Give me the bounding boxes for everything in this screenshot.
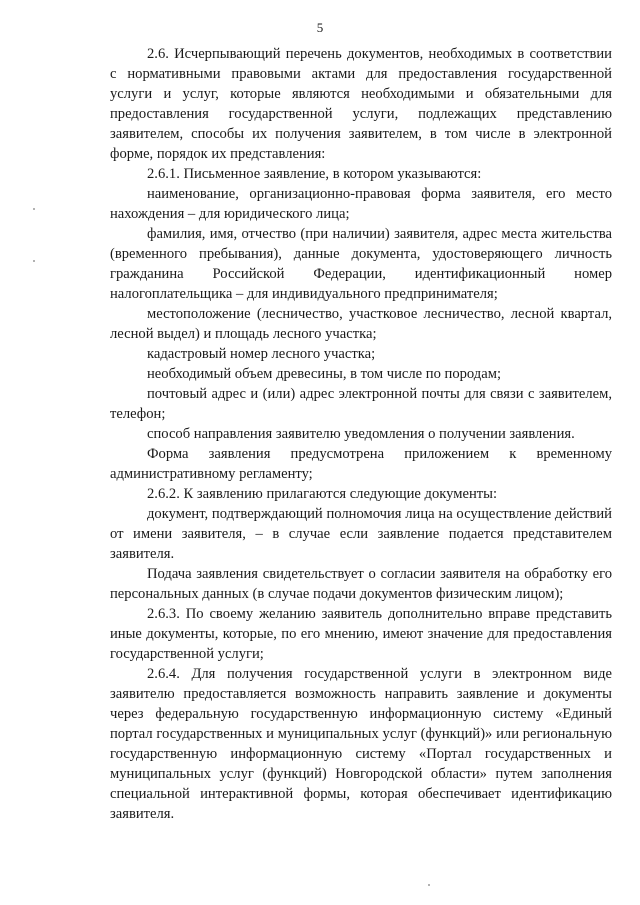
list-item-legal-entity: наименование, организационно-правовая форма заявителя, его место нахождения – для юридического лица; [110,186,612,222]
list-item-wood-volume: необходимый объем древесины, в том числе по породам; [147,366,502,382]
paragraph-form-appendix: Форма заявления предусмотрена приложением к временному административному регламенту; [110,446,612,482]
list-item-location: местоположение (лесничество, участковое лесничество, лесной квартал, лесной выдел) и площадь лесного участка; [110,306,612,342]
paragraph-2-6-3: 2.6.3. По своему желанию заявитель дополнительно вправе представить иные документы, которые, по его мнению, имеют значение для предоставления государственной услуги; [110,606,612,662]
scan-speck [33,208,35,210]
paragraph-2-6-4: 2.6.4. Для получения государственной услуги в электронном виде заявителю предоставляется возможность направить заявление и документы через федеральную государственную информационную систему «Единый портал государственных и муниципальных услуг (функций)» или региональную государственную информационную систему «Портал государственных и муниципальных услуг (функций) Новгородской области» путем заполнения специальной интерактивной формы, которая обеспечивает идентификацию заявителя. [110,666,612,822]
paragraph-2-6-1: 2.6.1. Письменное заявление, в котором указываются: [147,166,482,182]
list-item-entrepreneur: фамилия, имя, отчество (при наличии) заявителя, адрес места жительства (временного пребывания), данные документа, удостоверяющего личность гражданина Российской Федерации, идентификационный номер налогоплательщика – для индивидуального предпринимателя; [110,226,612,302]
paragraph-personal-data-consent: Подача заявления свидетельствует о согласии заявителя на обработку его персональных данных (в случае подачи документов физическим лицом); [110,566,612,602]
document-body [110,44,612,824]
paragraph-2-6-2: 2.6.2. К заявлению прилагаются следующие документы: [147,486,498,502]
list-item-power-of-attorney: документ, подтверждающий полномочия лица на осуществление действий от имени заявителя, – в случае если заявление подается представителем заявителя. [110,506,612,562]
scan-speck [428,884,430,886]
list-item-notification-method: способ направления заявителю уведомления о получении заявления. [147,426,575,442]
paragraph-2-6: 2.6. Исчерпывающий перечень документов, необходимых в соответствии с нормативными правовыми актами для предоставления государственной услуги и услуг, которые являются необходимыми и обязательными для предоставления государственной услуги, подлежащих представлению заявителем, способы их получения заявителем, в том числе в электронной форме, порядок их представления: [110,46,612,162]
list-item-contact-address: почтовый адрес и (или) адрес электронной почты для связи с заявителем, телефон; [110,386,612,422]
scan-speck [33,260,35,262]
page-number: 5 [316,20,324,35]
list-item-cadastral-number: кадастровый номер лесного участка; [147,346,376,362]
